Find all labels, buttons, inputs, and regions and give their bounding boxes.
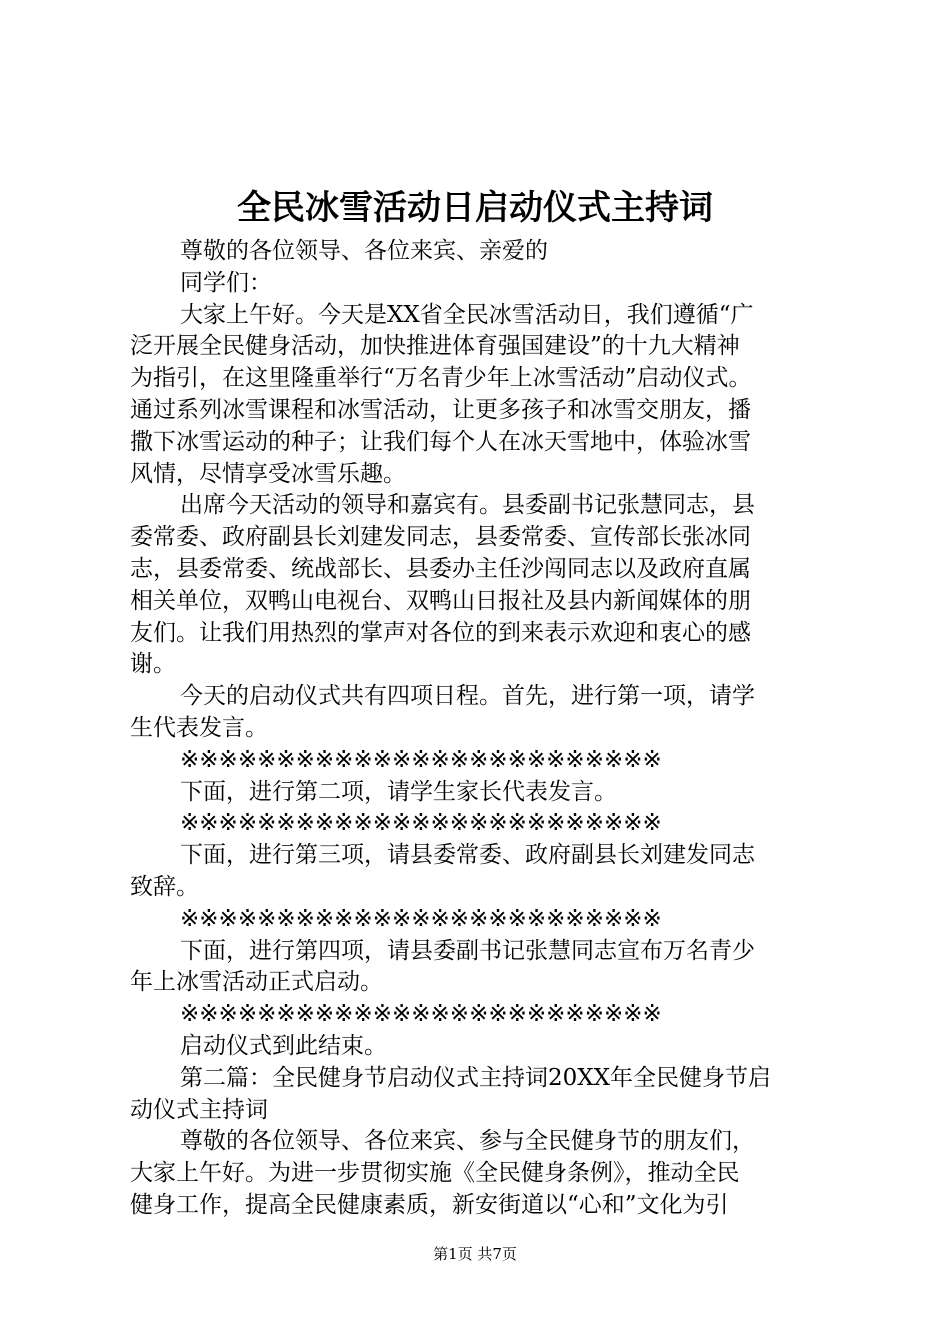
paragraph-line: 大家上午好。今天是XX省全民冰雪活动日，我们遵循“广 <box>180 301 754 328</box>
paragraph-line: 同学们： <box>180 269 272 296</box>
paragraph-line: 志，县委常委、统战部长、县委办主任沙闯同志以及政府直属 <box>130 555 751 582</box>
document-body <box>130 236 835 1222</box>
paragraph-line: 致辞。 <box>130 873 199 900</box>
paragraph-line: 下面，进行第四项，请县委副书记张慧同志宣布万名青少 <box>180 937 755 964</box>
paragraph-line: 友们。让我们用热烈的掌声对各位的到来表示欢迎和衷心的感 <box>130 619 751 646</box>
paragraph-line: 启动仪式到此结束。 <box>180 1032 387 1059</box>
paragraph-line: 委常委、政府副县长刘建发同志，县委常委、宣传部长张冰同 <box>130 524 751 551</box>
paragraph-line: 健身工作，提高全民健康素质，新安街道以“心和”文化为引 <box>130 1191 729 1218</box>
separator-line: ※※※※※※※※※※※※※※※※※※※※※※※※※ <box>180 810 662 837</box>
section-heading-line: 第二篇：全民健身节启动仪式主持词20XX年全民健身节启 <box>180 1064 772 1091</box>
separator-line: ※※※※※※※※※※※※※※※※※※※※※※※※※ <box>180 1001 662 1028</box>
paragraph-line: 撒下冰雪运动的种子；让我们每个人在冰天雪地中，体验冰雪 <box>130 428 751 455</box>
paragraph-line: 相关单位，双鸭山电视台、双鸭山日报社及县内新闻媒体的朋 <box>130 587 751 614</box>
paragraph-line: 下面，进行第三项，请县委常委、政府副县长刘建发同志 <box>180 842 755 869</box>
paragraph-line: 下面，进行第二项，请学生家长代表发言。 <box>180 778 617 805</box>
paragraph-line: 尊敬的各位领导、各位来宾、参与全民健身节的朋友们， <box>180 1128 755 1155</box>
separator-line: ※※※※※※※※※※※※※※※※※※※※※※※※※ <box>180 905 662 932</box>
section-heading-line: 动仪式主持词 <box>130 1096 268 1123</box>
paragraph-line: 风情，尽情享受冰雪乐趣。 <box>130 460 406 487</box>
paragraph-line: 出席今天活动的领导和嘉宾有。县委副书记张慧同志，县 <box>180 492 755 519</box>
paragraph-line: 为指引，在这里隆重举行“万名青少年上冰雪活动”启动仪式。 <box>130 365 752 392</box>
paragraph-line: 谢。 <box>130 651 176 678</box>
separator-line: ※※※※※※※※※※※※※※※※※※※※※※※※※ <box>180 746 662 773</box>
paragraph-line: 今天的启动仪式共有四项日程。首先，进行第一项，请学 <box>180 683 755 710</box>
paragraph-line: 生代表发言。 <box>130 714 268 741</box>
paragraph-line: 大家上午好。为进一步贯彻实施《全民健身条例》，推动全民 <box>130 1160 740 1187</box>
paragraph-line: 通过系列冰雪课程和冰雪活动，让更多孩子和冰雪交朋友，播 <box>130 396 751 423</box>
paragraph-line: 泛开展全民健身活动，加快推进体育强国建设”的十九大精神 <box>130 333 740 360</box>
paragraph-line: 年上冰雪活动正式启动。 <box>130 969 383 996</box>
page-title: 全民冰雪活动日启动仪式主持词 <box>237 188 713 228</box>
page-number-footer: 第1页 共7页 <box>433 1245 517 1263</box>
paragraph-line: 尊敬的各位领导、各位来宾、亲爱的 <box>180 238 548 264</box>
